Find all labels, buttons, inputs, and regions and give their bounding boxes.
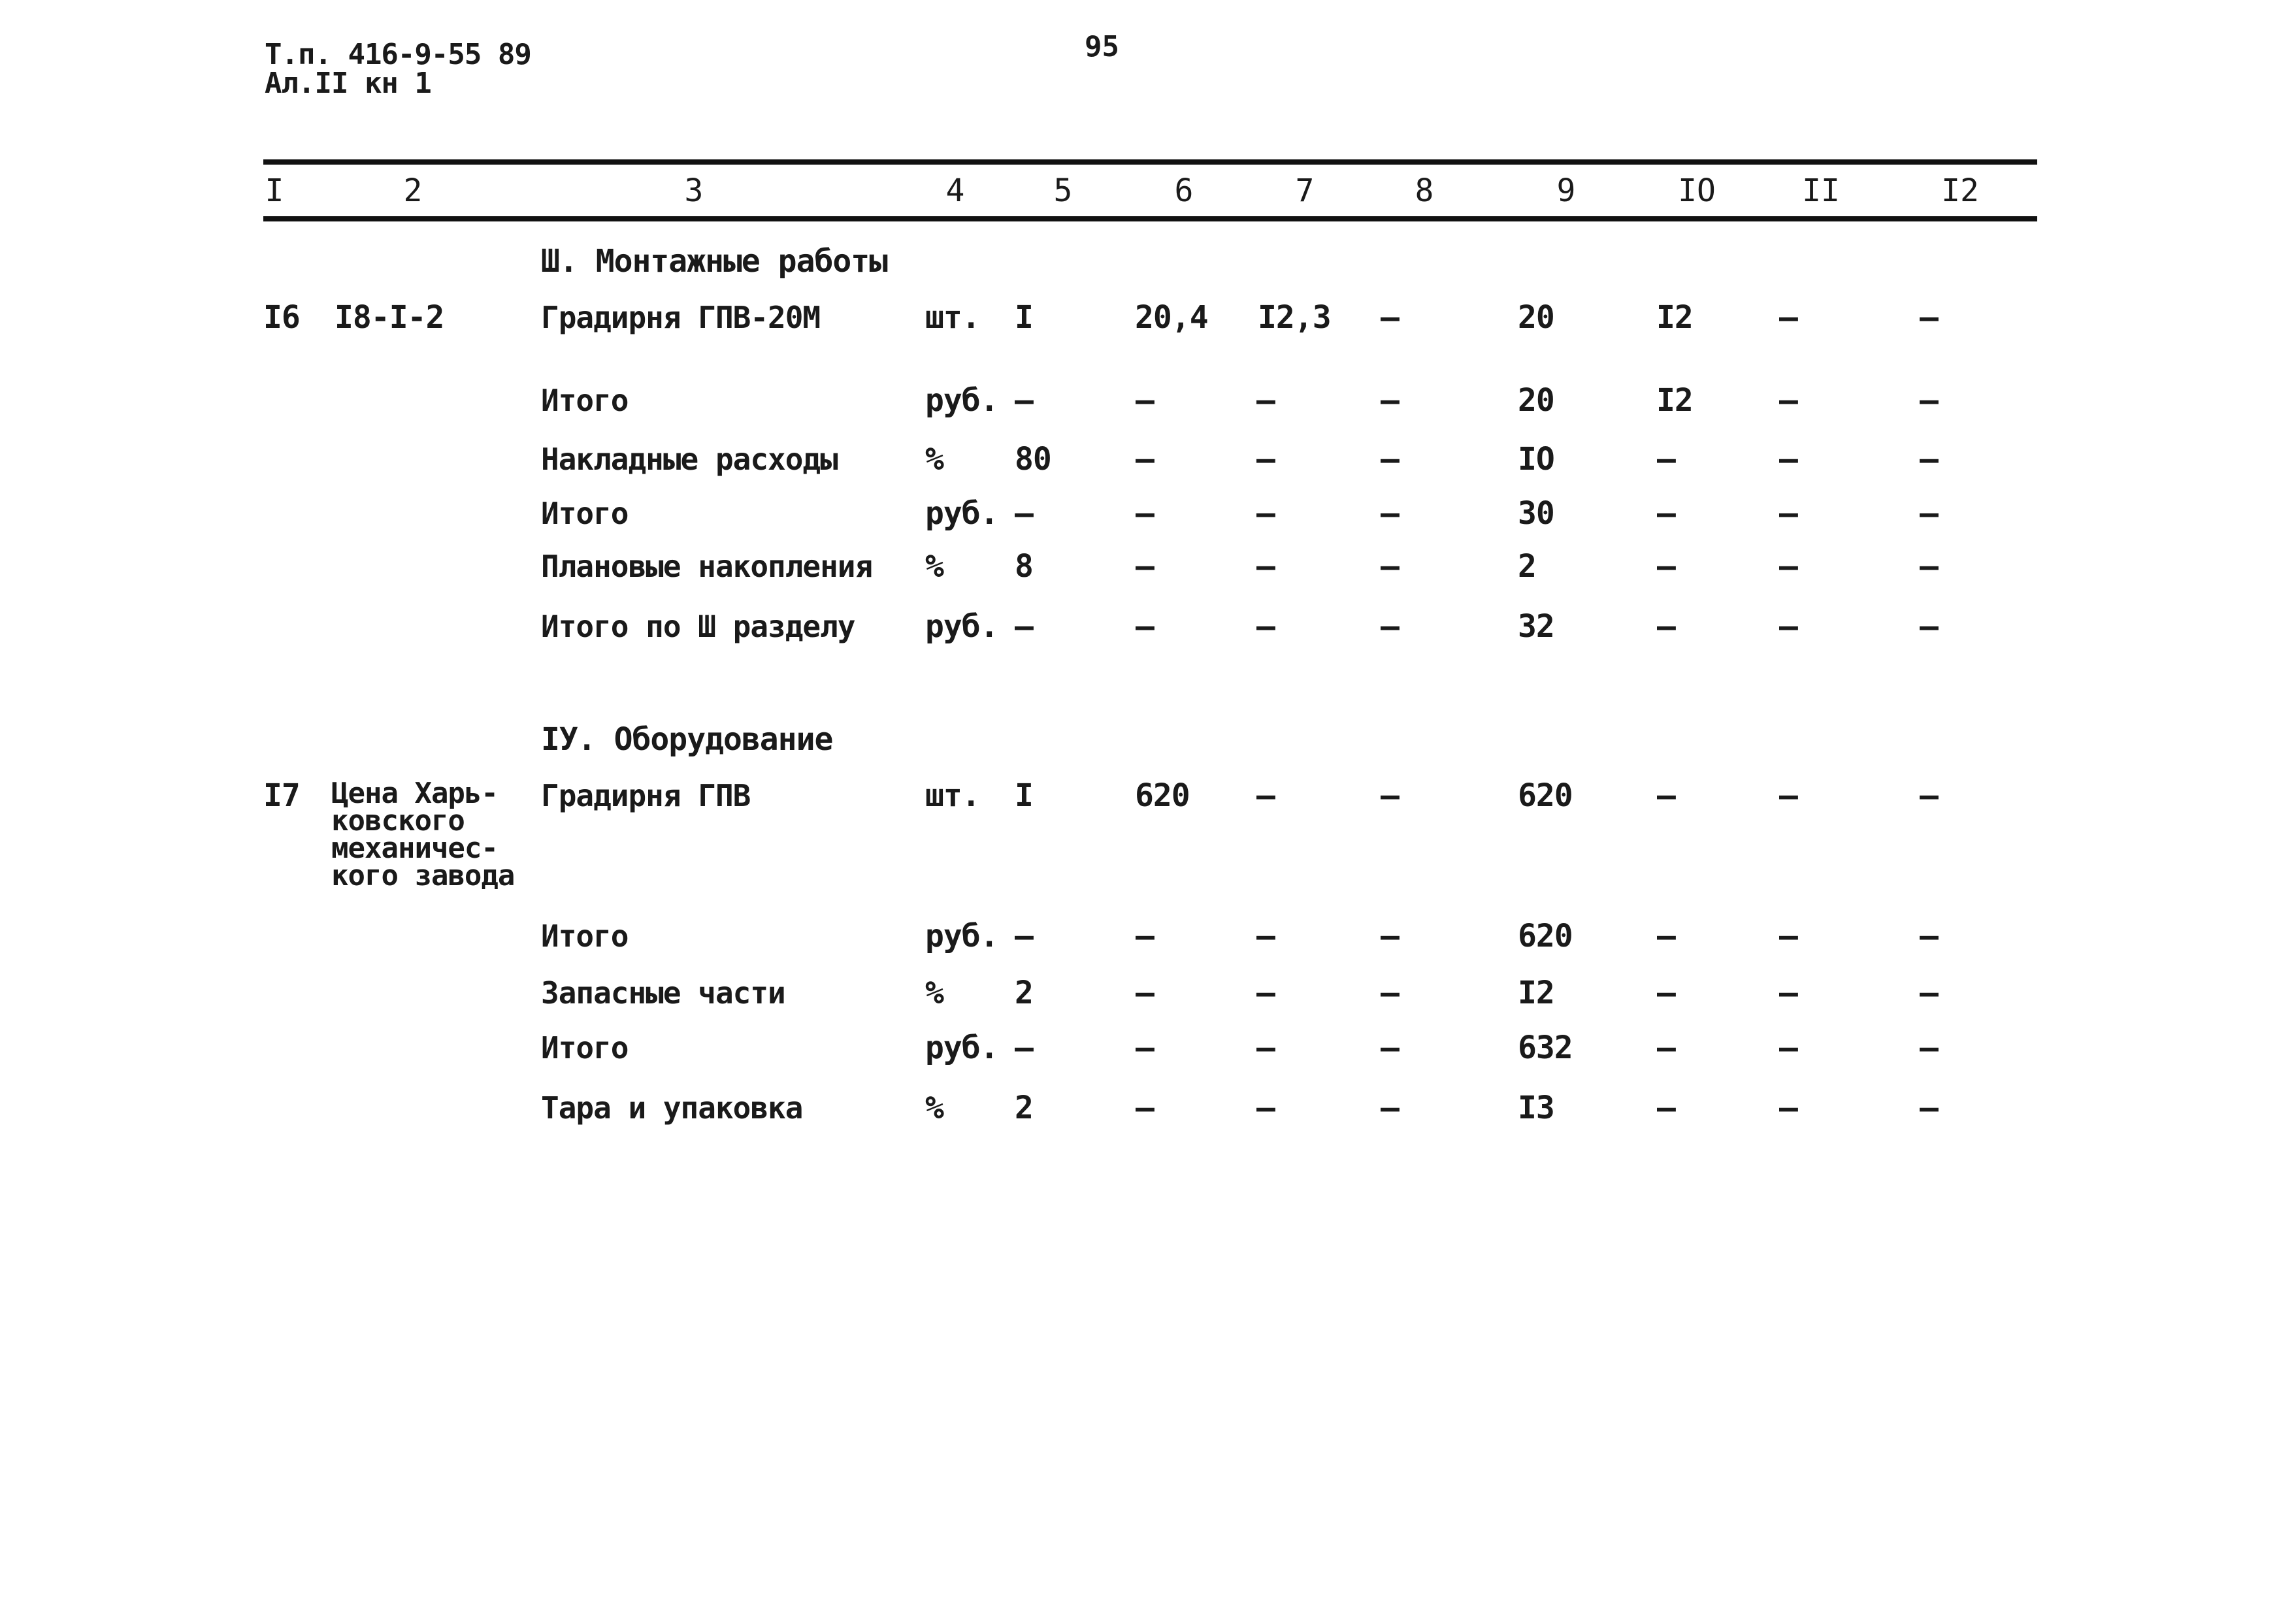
cell-col6: – [1136,1030,1154,1066]
cell-col7: – [1256,548,1275,585]
cell-col12: – [1920,1090,1938,1126]
cell-unit: руб. [925,1030,998,1066]
table-top-rule [263,159,2037,165]
cell-col7: – [1256,1030,1275,1066]
cell-col7: – [1256,382,1275,419]
column-header: II [1802,172,1840,209]
cell-col11: – [1779,495,1797,532]
column-header: IO [1678,172,1716,209]
cell-col7: – [1256,777,1275,814]
column-header: 7 [1295,172,1315,209]
cell-col9: 632 [1518,1030,1573,1066]
column-header: 3 [684,172,704,209]
cell-col8: – [1381,1090,1399,1126]
cell-col6: – [1136,918,1154,954]
cell-description: Тара и упаковка [541,1090,803,1126]
section-title-equipment: IУ. Оборудование [541,721,833,758]
cell-col10: – [1657,918,1675,954]
cell-unit: % [925,975,943,1011]
cell-number: I6 [263,299,300,336]
table-row [0,776,2294,892]
cell-col12: – [1920,548,1938,585]
table-row [0,917,2294,956]
cell-col7: – [1256,608,1275,645]
cell-col5: 2 [1015,975,1033,1011]
cell-unit: % [925,1090,943,1126]
cell-col5: I [1015,777,1033,814]
cell-col10: – [1657,608,1675,645]
cell-col12: – [1920,382,1938,419]
cell-col10: – [1657,1090,1675,1126]
cell-col11: – [1779,975,1797,1011]
cell-unit: шт. [925,299,980,336]
document-reference [265,38,531,100]
cell-col11: – [1779,1030,1797,1066]
cell-col9: IO [1518,441,1554,478]
cell-description: Плановые накопления [541,549,873,584]
cell-col11: – [1779,1090,1797,1126]
cell-col12: – [1920,495,1938,532]
cell-description: Градирня ГПВ [541,778,751,813]
column-header: 6 [1174,172,1194,209]
cell-col11: – [1779,608,1797,645]
cell-col11: – [1779,777,1797,814]
cell-col9: 20 [1518,299,1554,336]
cell-col12: – [1920,1030,1938,1066]
column-header: I [265,172,284,209]
cell-col5: – [1015,382,1033,419]
cell-col11: – [1779,918,1797,954]
cell-col8: – [1381,382,1399,419]
doc-ref-line-2: Ал.II кн 1 [265,67,431,100]
column-header: 4 [945,172,965,209]
cell-col11: – [1779,441,1797,478]
column-header: I2 [1941,172,1979,209]
cell-unit: руб. [925,382,998,419]
cell-col8: – [1381,918,1399,954]
cell-description: Итого по Ш разделу [541,609,855,644]
cell-col6: – [1136,1090,1154,1126]
cell-col5: – [1015,495,1033,532]
cell-col8: – [1381,777,1399,814]
cell-unit: руб. [925,918,998,954]
cell-col11: – [1779,548,1797,585]
cell-col7: I2,3 [1258,299,1331,336]
cell-description: Итого [541,383,629,418]
cell-col12: – [1920,975,1938,1011]
cell-col10: – [1657,441,1675,478]
column-header: 5 [1053,172,1073,209]
table-row [0,547,2294,586]
table-header-rule [263,216,2037,221]
cell-col5: 2 [1015,1090,1033,1126]
section-title-installation: Ш. Монтажные работы [541,243,888,280]
cell-col8: – [1381,1030,1399,1066]
cell-unit: % [925,441,943,478]
column-header: 8 [1415,172,1434,209]
column-header: 2 [403,172,423,209]
cell-col6: – [1136,548,1154,585]
column-header-row [0,171,2294,210]
cell-col6: – [1136,382,1154,419]
cell-col9: I2 [1518,975,1554,1011]
cell-col7: – [1256,495,1275,532]
cell-col8: – [1381,441,1399,478]
page-number: 95 [1085,30,1119,63]
table-row [0,1028,2294,1067]
cell-col10: – [1657,1030,1675,1066]
table-row [0,973,2294,1013]
cell-col7: – [1256,975,1275,1011]
cell-col6: – [1136,975,1154,1011]
cell-col7: – [1256,918,1275,954]
cell-col12: – [1920,441,1938,478]
cell-col7: – [1256,441,1275,478]
cell-col12: – [1920,608,1938,645]
cell-col5: I [1015,299,1033,336]
cell-col10: I2 [1656,299,1693,336]
cell-description: Итого [541,1030,629,1065]
cell-col5: 80 [1015,441,1051,478]
cell-unit: шт. [925,777,980,814]
cell-col6: – [1136,441,1154,478]
cell-col9: 620 [1518,777,1573,814]
cell-col10: I2 [1656,382,1693,419]
cell-description: Градирня ГПВ-20М [541,300,821,335]
table-row [0,381,2294,420]
cell-col12: – [1920,918,1938,954]
cell-source: Цена Харь-ковского механичес-кого завода [331,777,515,892]
cell-col12: – [1920,299,1938,336]
table-row [0,494,2294,533]
table-row [0,298,2294,337]
cell-col12: – [1920,777,1938,814]
cell-col6: – [1136,495,1154,532]
cell-col6: 20,4 [1135,299,1208,336]
cell-col11: – [1779,299,1797,336]
cell-unit: руб. [925,495,998,532]
cell-col9: 32 [1518,608,1554,645]
cell-col9: 30 [1518,495,1554,532]
cell-col8: – [1381,299,1399,336]
cell-unit: руб. [925,608,998,645]
table-row [0,440,2294,479]
cell-col10: – [1657,495,1675,532]
cell-col5: – [1015,608,1033,645]
cell-col9: 620 [1518,918,1573,954]
cell-col6: 620 [1135,777,1190,814]
cell-col5: 8 [1015,548,1033,585]
cell-col5: – [1015,1030,1033,1066]
cell-description: Итого [541,496,629,531]
cell-col8: – [1381,608,1399,645]
cell-col9: 20 [1518,382,1554,419]
cell-col6: – [1136,608,1154,645]
cell-col10: – [1657,975,1675,1011]
cell-col9: I3 [1518,1090,1554,1126]
cell-unit: % [925,548,943,585]
cell-col11: – [1779,382,1797,419]
cell-col8: – [1381,495,1399,532]
doc-ref-line-1: Т.п. 416-9-55 89 [265,38,531,71]
column-header: 9 [1556,172,1576,209]
cell-col7: – [1256,1090,1275,1126]
cell-code: I8-I-2 [335,299,444,336]
table-row [0,607,2294,646]
cell-col8: – [1381,548,1399,585]
cell-col10: – [1657,548,1675,585]
table-row [0,1088,2294,1128]
cell-number: I7 [263,777,300,814]
cell-col5: – [1015,918,1033,954]
cell-description: Накладные расходы [541,442,838,477]
cell-col8: – [1381,975,1399,1011]
cell-col9: 2 [1518,548,1536,585]
cell-col10: – [1657,777,1675,814]
cell-description: Итого [541,918,629,954]
cell-description: Запасные части [541,975,785,1011]
